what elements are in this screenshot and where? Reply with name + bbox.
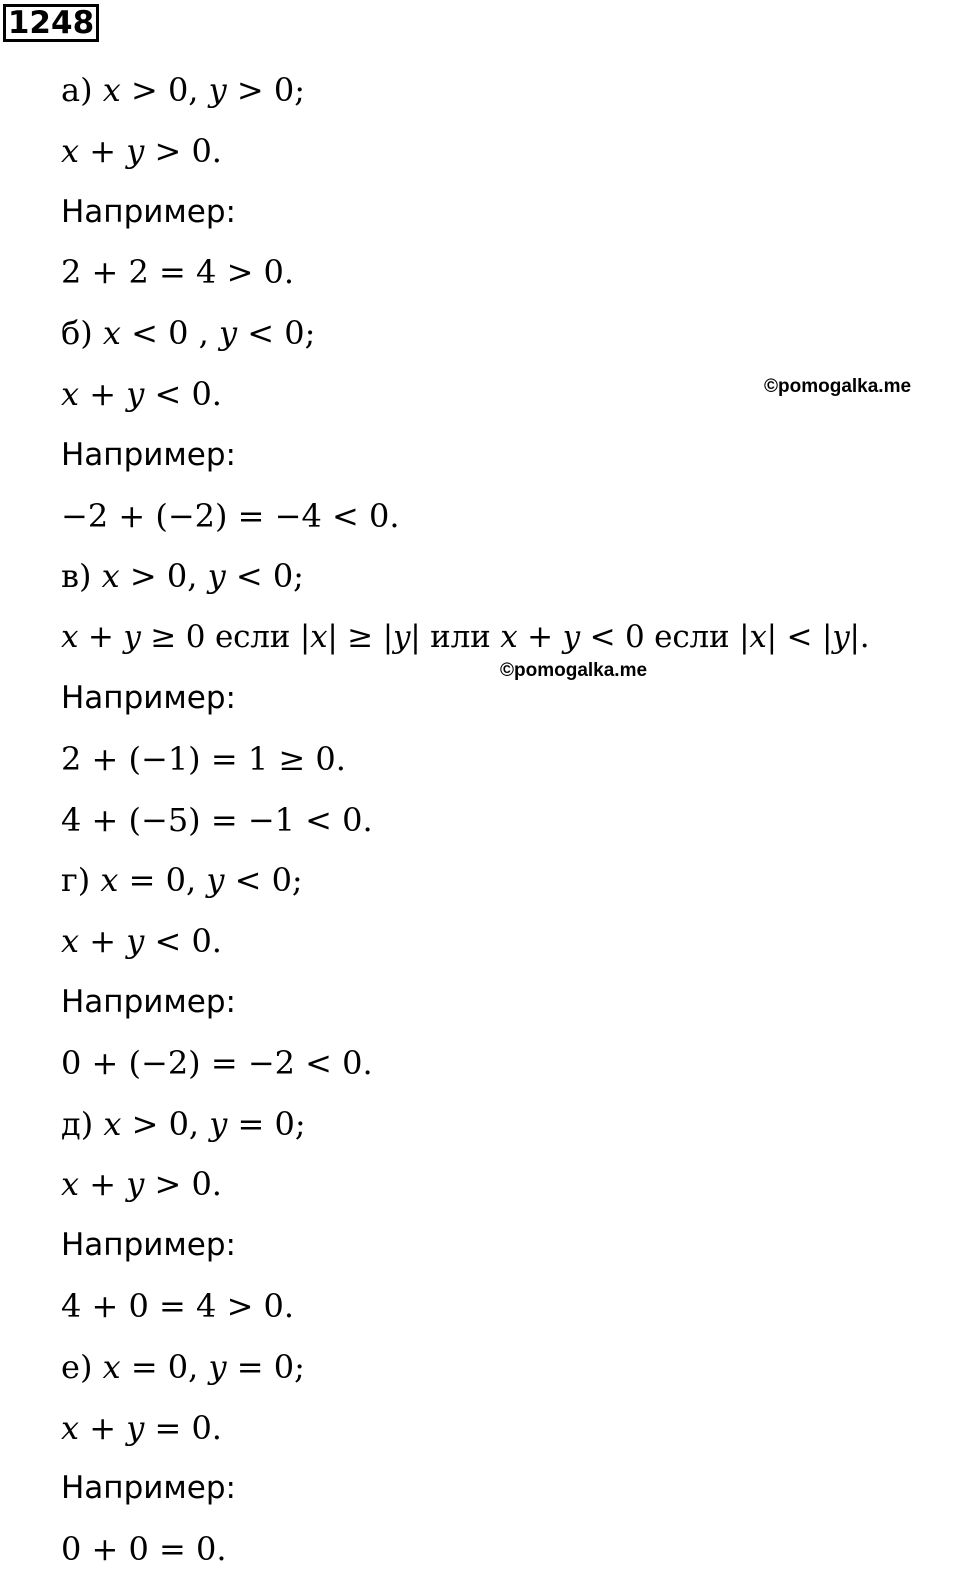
solution-text bbox=[61, 60, 956, 1580]
watermark: ©pomogalka.me bbox=[500, 660, 648, 681]
part-g-example: 0 + (−2) = −2 < 0. bbox=[61, 1043, 373, 1082]
example-label: Например: bbox=[61, 983, 236, 1020]
part-v-condition: в) 𝑥 > 0, 𝑦 < 0; bbox=[61, 557, 304, 596]
example-label: Например: bbox=[61, 193, 236, 230]
part-d-example: 4 + 0 = 4 > 0. bbox=[61, 1286, 295, 1325]
part-a-result: 𝑥 + 𝑦 > 0. bbox=[61, 131, 222, 170]
part-e-example: 0 + 0 = 0. bbox=[61, 1530, 227, 1569]
watermark: ©pomogalka.me bbox=[764, 376, 912, 397]
example-label: Например: bbox=[61, 1470, 236, 1507]
part-b-result: 𝑥 + 𝑦 < 0. bbox=[61, 374, 222, 413]
part-b-condition: б) 𝑥 < 0 , 𝑦 < 0; bbox=[61, 314, 316, 353]
problem-number-box: 1248 bbox=[3, 4, 99, 42]
part-v-example-2: 4 + (−5) = −1 < 0. bbox=[61, 800, 373, 839]
example-label: Например: bbox=[61, 679, 236, 716]
example-label: Например: bbox=[61, 436, 236, 473]
part-d-condition: д) 𝑥 > 0, 𝑦 = 0; bbox=[61, 1104, 306, 1143]
part-a-condition: а) 𝑥 > 0, 𝑦 > 0; bbox=[61, 71, 306, 109]
part-b-example: −2 + (−2) = −4 < 0. bbox=[61, 496, 400, 535]
part-g-result: 𝑥 + 𝑦 < 0. bbox=[61, 922, 222, 961]
example-label: Например: bbox=[61, 1227, 236, 1264]
part-v-result: 𝑥 + 𝑦 ≥ 0 если |𝑥| ≥ |𝑦| или 𝑥 + 𝑦 < 0 если |𝑥| < |𝑦|. bbox=[61, 619, 870, 656]
part-g-condition: г) 𝑥 = 0, 𝑦 < 0; bbox=[61, 861, 303, 900]
part-e-result: 𝑥 + 𝑦 = 0. bbox=[61, 1408, 222, 1447]
part-v-example-1: 2 + (−1) = 1 ≥ 0. bbox=[61, 739, 346, 778]
part-e-condition: е) 𝑥 = 0, 𝑦 = 0; bbox=[61, 1347, 305, 1386]
part-a-example: 2 + 2 = 4 > 0. bbox=[61, 253, 295, 292]
part-d-result: 𝑥 + 𝑦 > 0. bbox=[61, 1165, 222, 1204]
